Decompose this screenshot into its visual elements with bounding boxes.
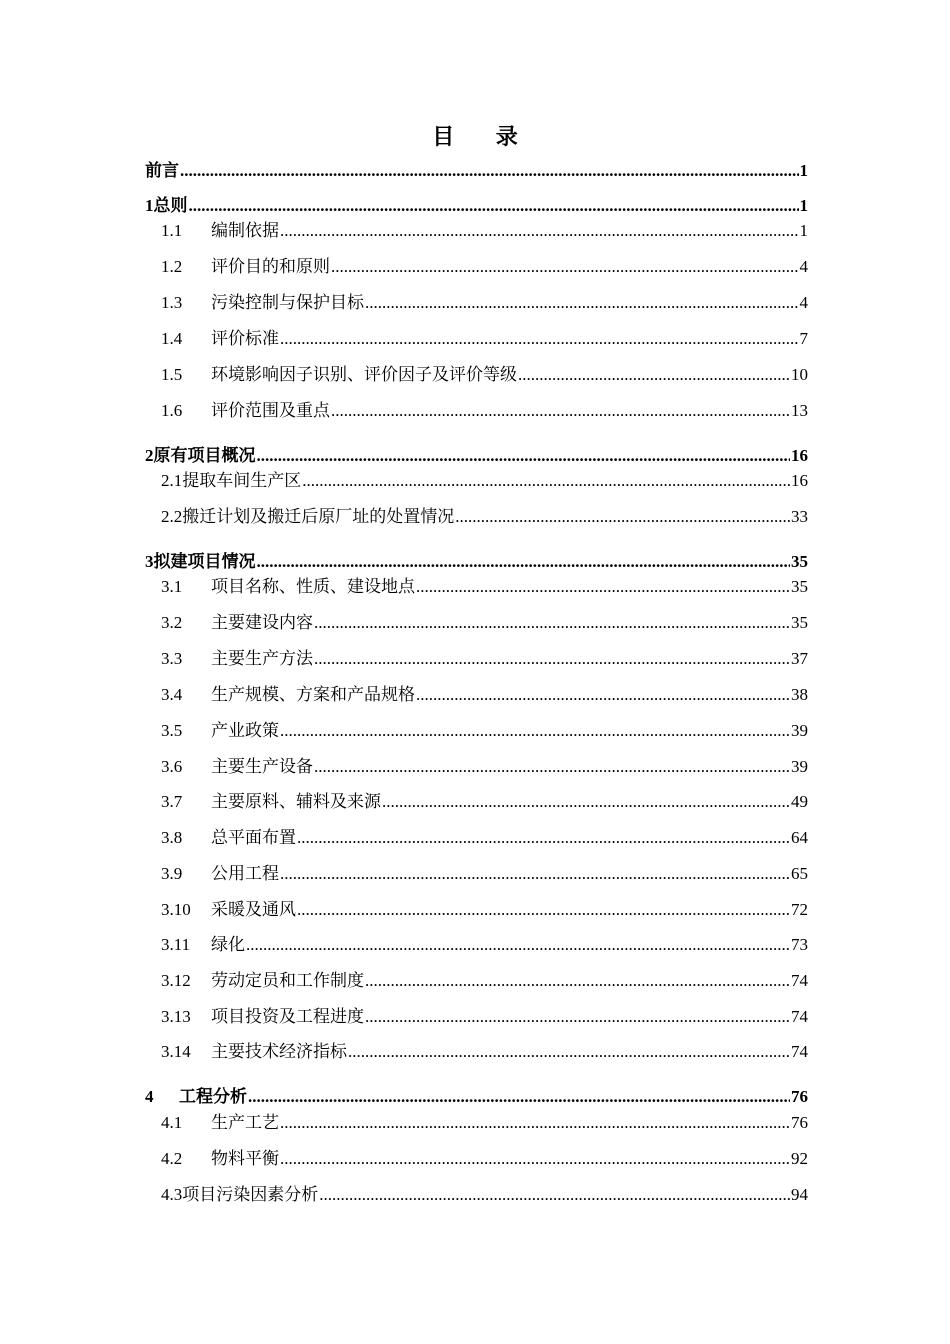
toc-entry-3-13[interactable] bbox=[161, 1006, 808, 1028]
toc-entry-2-2[interactable] bbox=[161, 506, 808, 528]
toc-page-number: 72 bbox=[791, 900, 808, 919]
toc-label: 生产规模、方案和产品规格 bbox=[211, 685, 415, 704]
toc-label: 原有项目概况 bbox=[153, 446, 256, 465]
toc-label: 劳动定员和工作制度 bbox=[211, 971, 364, 990]
toc-entry-4-1[interactable] bbox=[161, 1112, 808, 1134]
toc-number: 4 bbox=[145, 1087, 154, 1106]
toc-label: 污染控制与保护目标 bbox=[211, 293, 364, 312]
toc-leader bbox=[257, 445, 791, 467]
toc-number: 4.3 bbox=[161, 1185, 183, 1204]
toc-number: 3.10 bbox=[161, 900, 191, 919]
toc-page-number: 92 bbox=[791, 1149, 808, 1168]
toc-entry-2-1[interactable] bbox=[161, 470, 808, 492]
toc-label: 工程分析 bbox=[179, 1087, 247, 1106]
toc-page-number: 10 bbox=[791, 365, 808, 384]
toc-page-number: 13 bbox=[791, 401, 808, 420]
toc-page-number: 16 bbox=[791, 446, 808, 465]
toc-label: 产业政策 bbox=[211, 721, 279, 740]
page-title: 目 录 bbox=[432, 124, 536, 149]
toc-entry-1-5[interactable] bbox=[161, 364, 808, 386]
toc-number: 1.5 bbox=[161, 365, 183, 384]
toc-entry-1-6[interactable] bbox=[161, 400, 808, 422]
toc-label: 项目投资及工程进度 bbox=[211, 1007, 364, 1026]
toc-page-number: 38 bbox=[791, 685, 808, 704]
toc-entry-3-8[interactable] bbox=[161, 827, 808, 849]
toc-entry-1-4[interactable] bbox=[161, 328, 808, 350]
toc-page-number: 74 bbox=[791, 1042, 808, 1061]
toc-label: 采暖及通风 bbox=[211, 900, 296, 919]
toc-label: 项目名称、性质、建设地点 bbox=[211, 577, 415, 596]
toc-page-number: 74 bbox=[791, 1007, 808, 1026]
toc-label: 搬迁计划及搬迁后原厂址的处置情况 bbox=[182, 507, 455, 526]
toc-number: 3 bbox=[145, 552, 154, 571]
toc-leader bbox=[416, 684, 790, 706]
toc-number: 3.2 bbox=[161, 613, 183, 632]
toc-leader bbox=[314, 648, 790, 670]
toc-page-number: 39 bbox=[791, 757, 808, 776]
toc-page-number: 76 bbox=[791, 1113, 808, 1132]
toc-number: 3.1 bbox=[161, 577, 183, 596]
toc-number: 1.1 bbox=[161, 221, 183, 240]
toc-page-number: 73 bbox=[791, 935, 808, 954]
toc-label: 主要生产方法 bbox=[211, 649, 313, 668]
toc-leader bbox=[280, 328, 799, 350]
toc-leader bbox=[297, 827, 790, 849]
toc-label: 主要建设内容 bbox=[211, 613, 313, 632]
toc-leader bbox=[280, 1148, 790, 1170]
toc-page-number: 1 bbox=[799, 196, 808, 215]
toc-leader bbox=[180, 160, 799, 182]
toc-page-number: 4 bbox=[799, 293, 808, 312]
toc-label: 总平面布置 bbox=[211, 828, 296, 847]
toc-entry-3-7[interactable] bbox=[161, 791, 808, 813]
toc-page-number: 65 bbox=[791, 864, 808, 883]
toc-number: 3.3 bbox=[161, 649, 183, 668]
toc-leader bbox=[297, 899, 790, 921]
toc-entry-3-11[interactable] bbox=[161, 934, 808, 956]
toc-entry-chapter-2[interactable] bbox=[145, 445, 808, 467]
toc-entry-3-9[interactable] bbox=[161, 863, 808, 885]
toc-page-number: 37 bbox=[791, 649, 808, 668]
toc-page-number: 35 bbox=[791, 577, 808, 596]
toc-label: 拟建项目情况 bbox=[153, 552, 256, 571]
toc-label: 主要原料、辅料及来源 bbox=[211, 792, 381, 811]
toc-number: 4.1 bbox=[161, 1113, 183, 1132]
toc-number: 3.5 bbox=[161, 721, 183, 740]
toc-label: 评价范围及重点 bbox=[211, 401, 330, 420]
toc-leader bbox=[365, 970, 790, 992]
toc-number: 3.14 bbox=[161, 1042, 191, 1061]
toc-page-number: 74 bbox=[791, 971, 808, 990]
toc-page-number: 33 bbox=[791, 507, 808, 526]
toc-number: 4.2 bbox=[161, 1149, 183, 1168]
toc-number: 3.4 bbox=[161, 685, 183, 704]
toc-entry-1-2[interactable] bbox=[161, 256, 808, 278]
toc-page-number: 94 bbox=[791, 1185, 808, 1204]
toc-leader bbox=[319, 1184, 790, 1206]
toc-entry-1-3[interactable] bbox=[161, 292, 808, 314]
toc-label: 物料平衡 bbox=[211, 1149, 279, 1168]
toc-entry-3-3[interactable] bbox=[161, 648, 808, 670]
toc-leader bbox=[257, 551, 791, 573]
toc-label: 项目污染因素分析 bbox=[182, 1185, 319, 1204]
toc-label: 环境影响因子识别、评价因子及评价等级 bbox=[211, 365, 517, 384]
toc-entry-chapter-4[interactable] bbox=[145, 1086, 808, 1108]
toc-number: 3.8 bbox=[161, 828, 183, 847]
toc-entry-3-6[interactable] bbox=[161, 756, 808, 778]
toc-leader bbox=[455, 506, 790, 528]
toc-number: 1.6 bbox=[161, 401, 183, 420]
toc-entry-4-2[interactable] bbox=[161, 1148, 808, 1170]
toc-page-number: 49 bbox=[791, 792, 808, 811]
toc-label: 总则 bbox=[153, 196, 188, 215]
toc-leader bbox=[382, 791, 790, 813]
toc-entry-3-1[interactable] bbox=[161, 576, 808, 598]
toc-page-number: 35 bbox=[791, 552, 808, 571]
toc-label: 公用工程 bbox=[211, 864, 279, 883]
toc-entry-preface[interactable] bbox=[145, 160, 808, 182]
toc-entry-3-2[interactable] bbox=[161, 612, 808, 634]
toc-number: 3.13 bbox=[161, 1007, 191, 1026]
toc-number: 2.2 bbox=[161, 507, 183, 526]
toc-entry-4-3[interactable] bbox=[161, 1184, 808, 1206]
toc-number: 1.2 bbox=[161, 257, 183, 276]
toc-number: 2.1 bbox=[161, 471, 183, 490]
toc-leader bbox=[280, 1112, 790, 1134]
toc-label: 绿化 bbox=[211, 935, 245, 954]
toc-leader bbox=[189, 195, 799, 217]
toc-leader bbox=[518, 364, 790, 386]
toc-leader bbox=[331, 400, 790, 422]
toc-label: 主要技术经济指标 bbox=[211, 1042, 347, 1061]
toc-label: 评价标准 bbox=[211, 329, 279, 348]
toc-leader bbox=[280, 720, 790, 742]
toc-leader bbox=[416, 576, 790, 598]
toc-leader bbox=[365, 1006, 790, 1028]
toc-entry-chapter-1[interactable] bbox=[145, 195, 808, 217]
toc-number: 3.12 bbox=[161, 971, 191, 990]
toc-page-number: 1 bbox=[799, 221, 808, 240]
toc-leader bbox=[246, 934, 790, 956]
toc-number: 2 bbox=[145, 446, 154, 465]
toc-page-number: 39 bbox=[791, 721, 808, 740]
toc-entry-3-5[interactable] bbox=[161, 720, 808, 742]
toc-page-number: 1 bbox=[799, 161, 808, 180]
toc-entry-3-14[interactable] bbox=[161, 1041, 808, 1063]
toc-number: 1 bbox=[145, 196, 154, 215]
toc-leader bbox=[314, 756, 790, 778]
toc-number: 3.7 bbox=[161, 792, 183, 811]
toc-leader bbox=[280, 863, 790, 885]
toc-entry-3-10[interactable] bbox=[161, 899, 808, 921]
toc-page-number: 35 bbox=[791, 613, 808, 632]
toc-number: 1.3 bbox=[161, 293, 183, 312]
toc-number: 3.9 bbox=[161, 864, 183, 883]
toc-label: 生产工艺 bbox=[211, 1113, 279, 1132]
toc-leader bbox=[302, 470, 790, 492]
toc-leader bbox=[248, 1086, 790, 1108]
toc-leader bbox=[365, 292, 799, 314]
toc-leader bbox=[280, 220, 799, 242]
toc-entry-3-4[interactable] bbox=[161, 684, 808, 706]
toc-label: 提取车间生产区 bbox=[182, 471, 302, 490]
toc-leader bbox=[331, 256, 799, 278]
toc-leader bbox=[314, 612, 790, 634]
toc-number: 3.6 bbox=[161, 757, 183, 776]
toc-label: 前言 bbox=[145, 161, 179, 180]
toc-leader bbox=[348, 1041, 790, 1063]
toc-number: 1.4 bbox=[161, 329, 183, 348]
toc-number: 3.11 bbox=[161, 935, 191, 954]
toc-entry-1-1[interactable] bbox=[161, 220, 808, 242]
toc-page-number: 64 bbox=[791, 828, 808, 847]
toc-entry-chapter-3[interactable] bbox=[145, 551, 808, 573]
toc-entry-3-12[interactable] bbox=[161, 970, 808, 992]
toc-page-number: 76 bbox=[791, 1087, 808, 1106]
toc-page-number: 16 bbox=[791, 471, 808, 490]
toc-label: 主要生产设备 bbox=[211, 757, 313, 776]
toc-label: 评价目的和原则 bbox=[211, 257, 330, 276]
toc-page-number: 7 bbox=[799, 329, 808, 348]
toc-page-number: 4 bbox=[799, 257, 808, 276]
toc-label: 编制依据 bbox=[211, 221, 279, 240]
